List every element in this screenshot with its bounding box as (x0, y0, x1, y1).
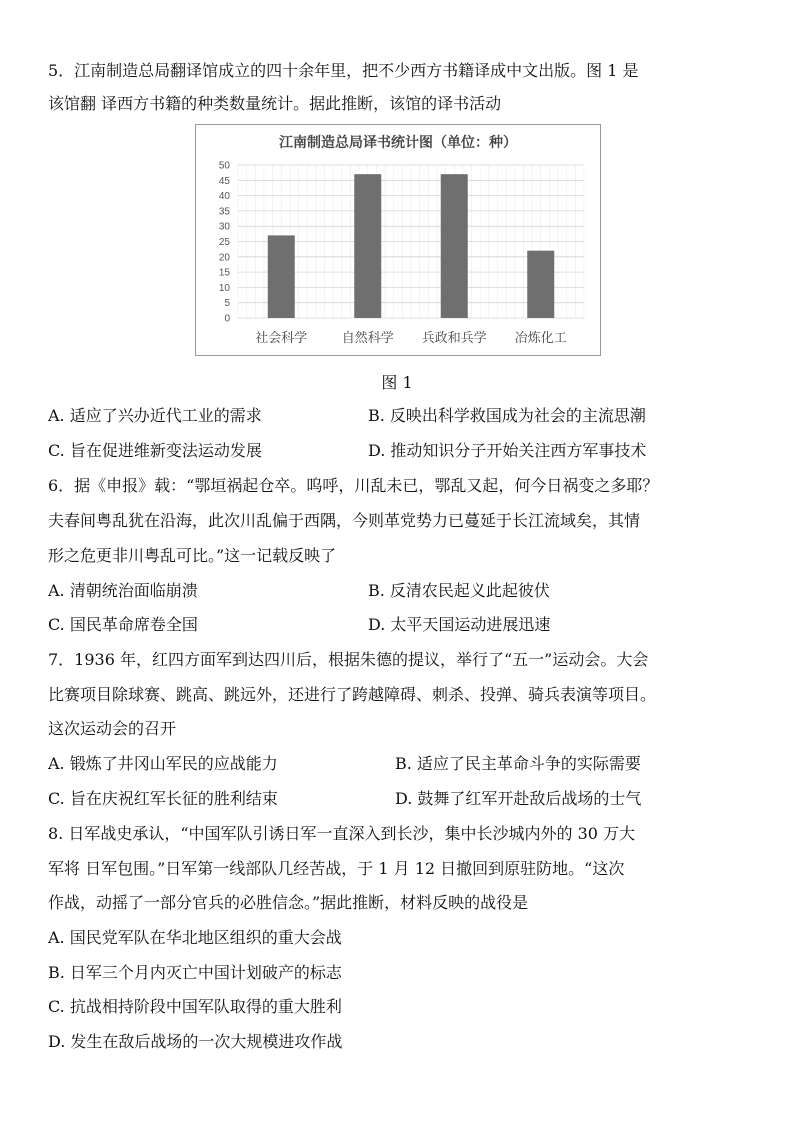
y-tick-label: 25 (218, 237, 230, 248)
q7-option-a: A. 锻炼了井冈山军民的应战能力 (48, 754, 278, 773)
bar-3 (441, 174, 468, 318)
q6-option-d: D. 太平天国运动进展迅速 (368, 615, 551, 634)
bar-chart-svg (196, 125, 600, 355)
figure-caption: 图 1 (381, 373, 413, 392)
chart-title: 江南制造总局译书统计图（单位：种） (279, 134, 517, 150)
q6-stem-line-2: 夫春间粤乱犹在沿海，此次川乱偏于西隅，今则革党势力已蔓延于长江流域矣，其情 (48, 511, 641, 530)
y-axis-ticks (219, 161, 231, 325)
bar-1 (268, 235, 295, 318)
q5-option-c: C. 旨在促进维新变法运动发展 (48, 441, 262, 460)
x-tick-label: 兵政和兵学 (421, 331, 487, 346)
q8-option-c: C. 抗战相持阶段中国军队取得的重大胜利 (48, 997, 342, 1016)
y-tick-label: 15 (218, 267, 230, 279)
y-tick-label: 0 (224, 313, 230, 325)
q7-stem-line-2: 比赛项目除球赛、跳高、跳远外，还进行了跨越障碍、刺杀、投弹、骑兵表演等项目。 (48, 685, 657, 704)
x-tick-label: 冶炼化工 (514, 331, 567, 346)
bar-4 (527, 251, 554, 318)
q7-stem-line-1: 7．1936 年，红四方面军到达四川后，根据朱德的提议，举行了“五一”运动会。大会 (48, 650, 649, 669)
bar-chart-figure (195, 124, 601, 356)
x-tick-label: 自然科学 (341, 331, 394, 346)
q6-option-a: A. 清朝统治面临崩溃 (48, 581, 198, 600)
q6-stem-line-3: 形之危更非川粤乱可比。”这一记载反映了 (48, 546, 337, 565)
y-tick-label: 45 (218, 175, 230, 187)
q5-option-a: A. 适应了兴办近代工业的需求 (48, 406, 262, 425)
q5-stem-line-1: 5．江南制造总局翻译馆成立的四十余年里，把不少西方书籍译成中文出版。图 1 是 (48, 61, 639, 80)
q7-stem-line-3: 这次运动会的召开 (48, 719, 177, 738)
y-tick-label: 35 (218, 206, 230, 218)
y-tick-label: 20 (218, 252, 230, 264)
y-tick-label: 10 (218, 282, 230, 294)
q7-option-c: C. 旨在庆祝红军长征的胜利结束 (48, 789, 278, 808)
q8-stem-line-1: 8. 日军战史承认，“中国军队引诱日军一直深入到长沙，集中长沙城内外的 30 万大 (48, 824, 636, 843)
q8-option-a: A. 国民党军队在华北地区组织的重大会战 (48, 928, 342, 947)
q7-option-d: D. 鼓舞了红军开赴敌后战场的士气 (395, 789, 642, 808)
q6-stem-line-1: 6．据《申报》载：“鄂垣祸起仓卒。呜呼，川乱未已，鄂乱又起，何今日祸变之多耶？ (48, 476, 659, 495)
x-tick-label: 社会科学 (255, 331, 308, 346)
q5-stem-line-2: 该馆翻 译西方书籍的种类数量统计。据此推断，该馆的译书活动 (48, 94, 502, 113)
q7-option-b: B. 适应了民主革命斗争的实际需要 (395, 754, 641, 773)
q6-option-b: B. 反清农民起义此起彼伏 (368, 581, 550, 600)
q8-option-d: D. 发生在敌后战场的一次大规模进攻作战 (48, 1032, 343, 1051)
y-tick-label: 5 (224, 298, 230, 310)
q5-option-d: D. 推动知识分子开始关注西方军事技术 (368, 441, 647, 460)
y-tick-label: 30 (218, 221, 230, 233)
x-axis-ticks (255, 330, 567, 346)
y-tick-label: 50 (218, 160, 230, 172)
q6-option-c: C. 国民革命席卷全国 (48, 615, 198, 634)
q5-option-b: B. 反映出科学救国成为社会的主流思潮 (368, 406, 646, 425)
y-tick-label: 40 (218, 191, 230, 203)
q8-option-b: B. 日军三个月内灭亡中国计划破产的标志 (48, 963, 342, 982)
q8-stem-line-3: 作战，动摇了一部分官兵的必胜信念。”据此推断，材料反映的战役是 (48, 893, 529, 912)
bar-2 (354, 174, 381, 318)
q8-stem-line-2: 军将 日军包围。”日军第一线部队几经苦战，于 1 月 12 日撤回到原驻防地。“这次 (48, 859, 625, 878)
